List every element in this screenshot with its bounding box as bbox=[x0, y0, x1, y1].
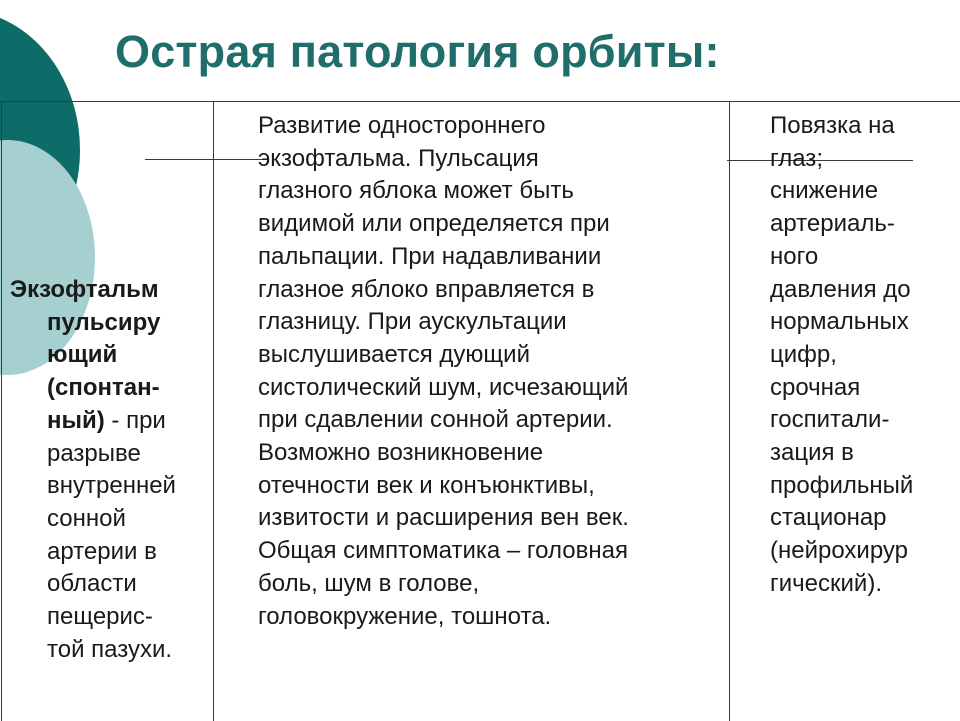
condition-line: артерии в bbox=[47, 537, 157, 565]
condition-line: пещерис- bbox=[47, 603, 153, 631]
condition-line: (спонтан- bbox=[47, 374, 160, 402]
condition-bold-text: ный) bbox=[47, 406, 105, 434]
cell-condition bbox=[10, 274, 215, 666]
cell-symptoms: Развитие одностороннего экзофтальма. Пульсация глазного яблока может быть видимой или определяется при пальпации. При надавливании глазное яблоко вправляется в глазницу. При аускультации выслушивается дующий систолический шум, исчезающий при сдавлении сонной артерии. Возможно возникновение отечности век и конъюнктивы, извитости и расширения вен век. Общая симптоматика – головная боль, шум в голове, головокружение, тошнота. bbox=[258, 112, 629, 630]
condition-line: той пазухи. bbox=[47, 635, 173, 663]
row-divider-left bbox=[145, 159, 267, 160]
condition-line: разрыве bbox=[47, 439, 141, 467]
condition-text: - при bbox=[104, 406, 166, 434]
condition-line bbox=[10, 405, 215, 438]
condition-line: области bbox=[47, 570, 137, 598]
condition-line: пульсиру bbox=[47, 308, 161, 336]
column-divider-2 bbox=[729, 102, 730, 721]
slide-title: Острая патология орбиты: bbox=[115, 26, 720, 77]
condition-line: Экзофтальм bbox=[10, 276, 159, 303]
cell-treatment: Повязка на глаз; снижение артериаль- ного давления до нормальных цифр, срочная госпитали- зация в профильный стационар (нейрохирур гический). bbox=[770, 112, 914, 597]
condition-line: ющий bbox=[47, 341, 118, 369]
condition-line: сонной bbox=[47, 504, 126, 532]
condition-line: внутренней bbox=[47, 472, 176, 500]
table-border-left bbox=[1, 102, 2, 721]
pathology-table bbox=[0, 101, 960, 721]
